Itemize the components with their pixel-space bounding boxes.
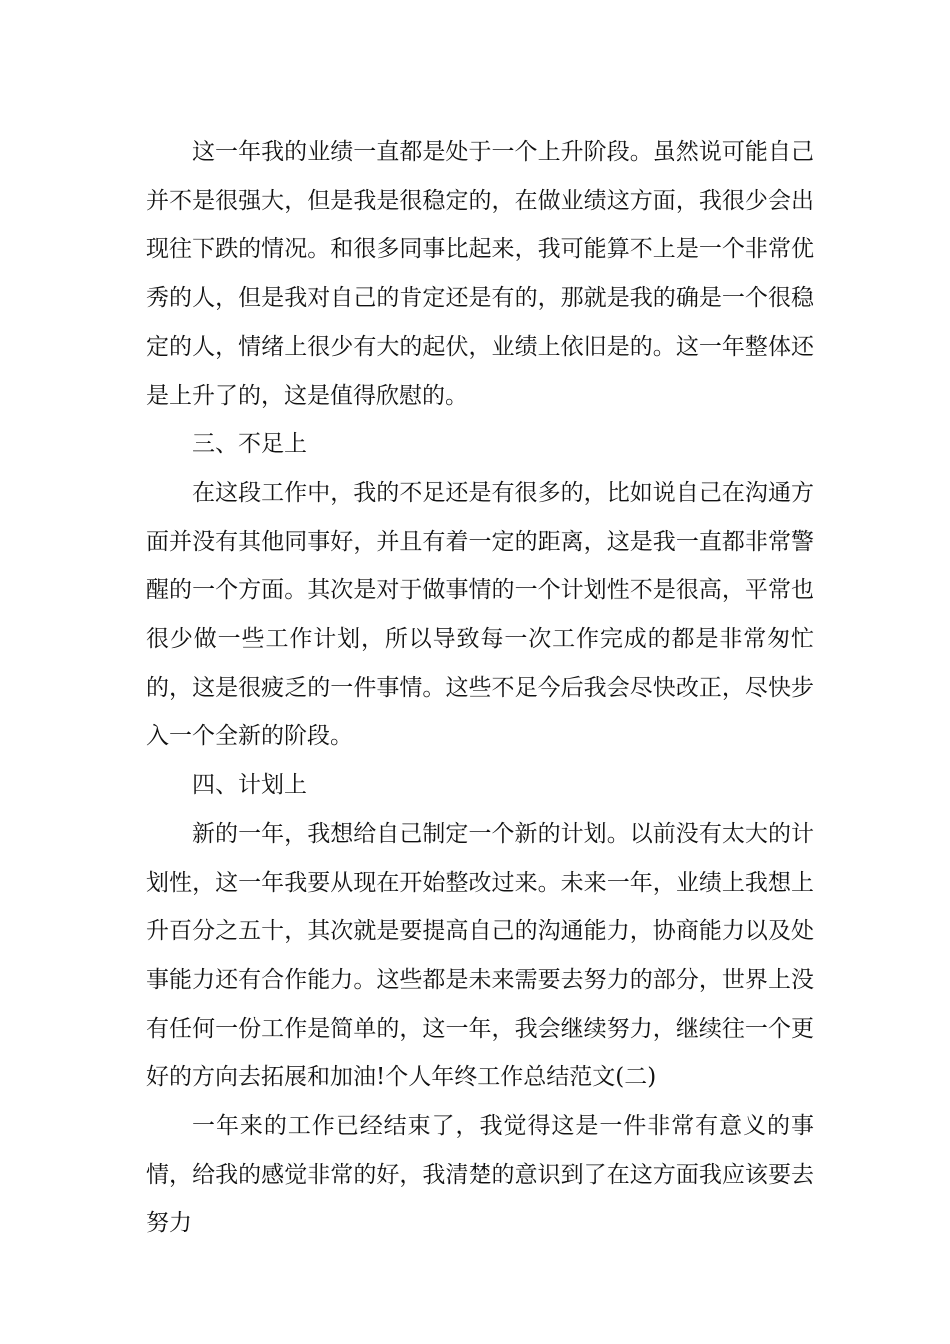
section-heading-plan: 四、计划上 xyxy=(192,772,307,799)
document-body xyxy=(146,128,814,1248)
paragraph-summary-two: 一年来的工作已经结束了，我觉得这是一件非常有意义的事情，给我的感觉非常的好，我清楚的意识到了在这方面我应该要去努力 xyxy=(146,1113,814,1237)
paragraph-plan: 新的一年，我想给自己制定一个新的计划。以前没有太大的计划性，这一年我要从现在开始整改过来。未来一年，业绩上我想上升百分之五十，其次就是要提高自己的沟通能力，协商能力以及处事能力还有合作能力。这些都是未来需要去努力的部分，世界上没有任何一份工作是简单的，这一年，我会继续努力，继续往一个更好的方向去拓展和加油!个人年终工作总结范文(二) xyxy=(146,820,814,1091)
section-heading-shortcomings: 三、不足上 xyxy=(192,431,307,458)
paragraph-shortcomings: 在这段工作中，我的不足还是有很多的，比如说自己在沟通方面并没有其他同事好，并且有着一定的距离，这是我一直都非常警醒的一个方面。其次是对于做事情的一个计划性不是很高，平常也很少做一些工作计划，所以导致每一次工作完成的都是非常匆忙的，这是很疲乏的一件事情。这些不足今后我会尽快改正，尽快步入一个全新的阶段。 xyxy=(146,479,814,750)
paragraph-performance: 这一年我的业绩一直都是处于一个上升阶段。虽然说可能自己并不是很强大，但是我是很稳定的，在做业绩这方面，我很少会出现往下跌的情况。和很多同事比起来，我可能算不上是一个非常优秀的人，但是我对自己的肯定还是有的，那就是我的确是一个很稳定的人，情绪上很少有大的起伏，业绩上依旧是的。这一年整体还是上升了的，这是值得欣慰的。 xyxy=(146,139,814,409)
